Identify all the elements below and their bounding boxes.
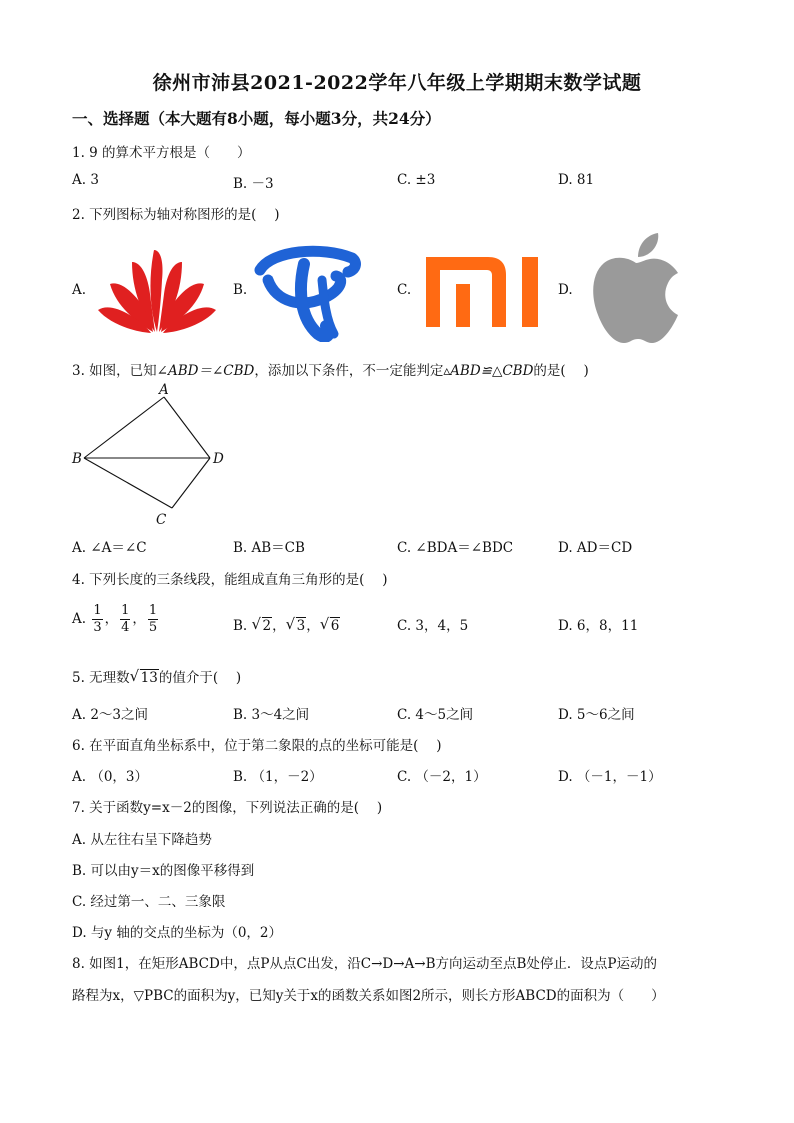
- q3-stem-pre: 3. 如图，已知: [72, 363, 157, 379]
- q4-b-prefix: B.: [233, 618, 248, 634]
- q2-option-d: D.: [558, 282, 573, 298]
- vertex-label-d: D: [213, 451, 224, 467]
- q2-option-a: A.: [72, 282, 87, 298]
- fraction: $\frac{1}{3}$: [93, 603, 102, 635]
- q5-option-a: A. 2～3之间: [72, 707, 149, 723]
- q8-stem-line2: 路程为x，▽PBC的面积为y，已知y关于x的函数关系如图2所示，则长方形ABCD的面积为（ ）: [72, 988, 665, 1004]
- fraction: $\frac{1}{4}$: [121, 603, 130, 635]
- q4-option-b: B. √ 2， √ 3， √ 6: [233, 615, 340, 634]
- square-root: √ 6: [319, 615, 340, 634]
- segment-bc: [84, 458, 172, 508]
- q6-option-a: A. （0，3）: [72, 769, 149, 785]
- square-root: √ 3: [285, 615, 306, 634]
- q5-option-d: D. 5～6之间: [558, 707, 635, 723]
- apple-logo-icon: [588, 233, 684, 345]
- q6-option-d: D. （－1，－1）: [558, 769, 662, 785]
- q3-stem-mid: ，添加以下条件，不一定能判定: [254, 363, 444, 379]
- q6-option-c: C. （－2，1）: [397, 769, 487, 785]
- q3-stem-post: 的是( ): [533, 363, 589, 379]
- section-heading: 一、选择题（本大题有8小题，每小题3分，共24分）: [72, 109, 441, 128]
- q3-option-b: B. AB＝CB: [233, 540, 305, 556]
- q7-option-b: B. 可以由y＝x的图像平移得到: [72, 863, 255, 879]
- vertex-label-a: A: [159, 382, 169, 398]
- q5-option-c: C. 4～5之间: [397, 707, 474, 723]
- q1-option-b: B. －3: [233, 176, 274, 192]
- q3-congruence: ABD≌△CBD: [450, 363, 534, 379]
- q5-stem: [72, 666, 241, 686]
- q2-option-b: B.: [233, 282, 248, 298]
- q4-a-prefix: A.: [72, 611, 87, 627]
- huawei-logo-icon: [92, 240, 222, 336]
- q1-stem: 1. 9 的算术平方根是（ ）: [72, 145, 251, 161]
- segment-ba: [84, 397, 164, 458]
- vertex-label-b: B: [72, 451, 82, 467]
- q7-stem: 7. 关于函数y=x－2的图像，下列说法正确的是( ): [72, 800, 383, 816]
- q7-option-d: D. 与y 轴的交点的坐标为（0，2）: [72, 925, 283, 941]
- q3-triangle-glyph: ▵: [443, 363, 451, 379]
- q7-option-a: A. 从左往右呈下降趋势: [72, 832, 212, 848]
- q3-option-c: C. ∠BDA＝∠BDC: [397, 540, 514, 556]
- q4-option-c: C. 3，4，5: [397, 618, 469, 634]
- q5-stem-post: 的值介于( ): [158, 670, 242, 686]
- q4-option-d: D. 6，8，11: [558, 618, 639, 634]
- q5-stem-pre: 5. 无理数: [72, 670, 130, 686]
- page-title: 徐州市沛县2021-2022学年八年级上学期期末数学试题: [152, 72, 642, 94]
- segment-cd: [172, 458, 210, 508]
- q4-stem: 4. 下列长度的三条线段，能组成直角三角形的是( ): [72, 572, 388, 588]
- q6-stem: 6. 在平面直角坐标系中，位于第二象限的点的坐标可能是( ): [72, 738, 442, 754]
- q3-condition: ∠ABD＝∠CBD: [156, 363, 255, 379]
- q7-option-c: C. 经过第一、二、三象限: [72, 894, 226, 910]
- q2-stem: 2. 下列图标为轴对称图形的是( ): [72, 207, 280, 223]
- q6-option-b: B. （1，－2）: [233, 769, 323, 785]
- q1-option-c: C. ±3: [397, 172, 436, 188]
- q3-stem: [72, 359, 589, 379]
- q8-stem-line1: 8. 如图1，在矩形ABCD中，点P从点C出发，沿C→D→A→B方向运动至点B处停止．设点P运动的: [72, 956, 658, 972]
- q1-option-a: A. 3: [72, 172, 99, 188]
- fraction: $\frac{1}{5}$: [148, 603, 158, 635]
- q4-option-a: A. $\frac{1}{3}$ ， $\frac{1}{4}$ ， $\frac{1}{5}$: [72, 603, 158, 635]
- square-root: √ 13: [129, 667, 158, 686]
- q3-option-d: D. AD＝CD: [558, 540, 633, 556]
- china-telecom-logo-icon: [252, 240, 362, 342]
- q2-option-c: C.: [397, 282, 412, 298]
- square-root: √ 2: [251, 615, 272, 634]
- q3-option-a: A. ∠A＝∠C: [72, 540, 147, 556]
- q1-option-d: D. 81: [558, 172, 595, 188]
- q5-option-b: B. 3～4之间: [233, 707, 310, 723]
- segment-ad: [164, 397, 210, 458]
- xiaomi-logo-icon: [426, 257, 538, 327]
- vertex-label-c: C: [156, 512, 167, 528]
